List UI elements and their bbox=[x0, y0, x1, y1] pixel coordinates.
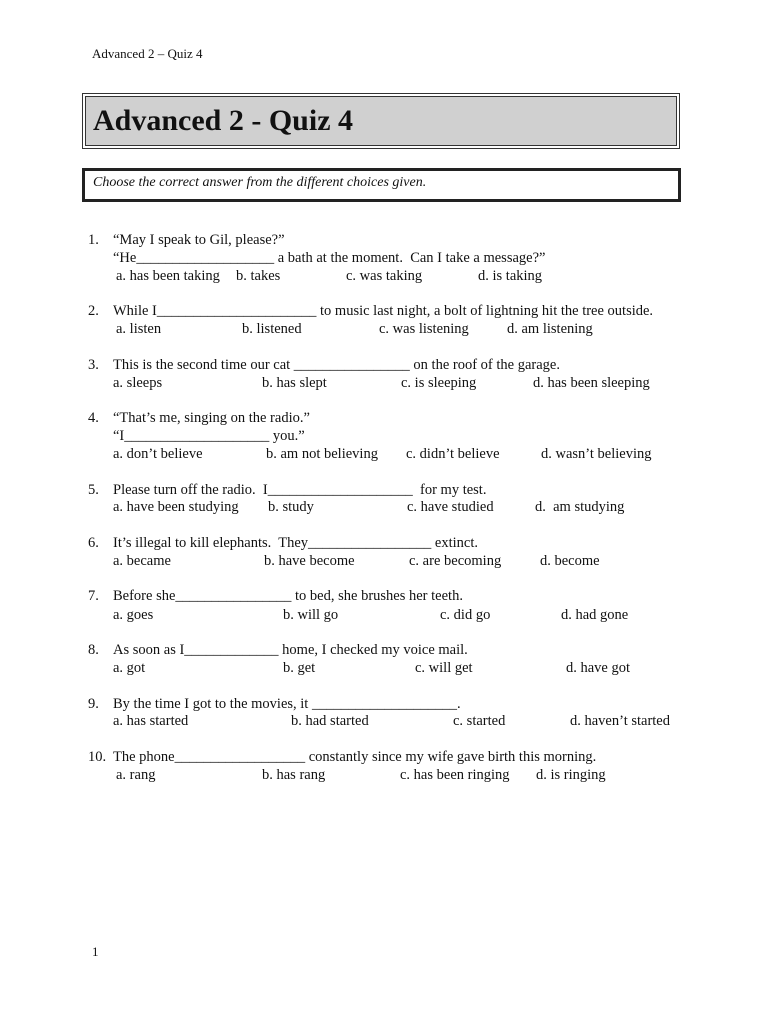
option-c[interactable]: c. are becoming bbox=[409, 553, 502, 569]
question-text: “I____________________ you.” bbox=[113, 428, 305, 444]
question-number: 10. bbox=[88, 749, 107, 765]
question-text: The phone__________________ constantly since my wife gave birth this morning. bbox=[113, 749, 597, 765]
option-a[interactable]: a. rang bbox=[116, 767, 156, 783]
question-number: 8. bbox=[88, 642, 99, 658]
question-text: Please turn off the radio. I____________________ for my test. bbox=[113, 482, 487, 498]
option-c[interactable]: c. has been ringing bbox=[400, 767, 510, 783]
option-a[interactable]: a. have been studying bbox=[113, 499, 239, 515]
option-d[interactable]: d. had gone bbox=[561, 607, 629, 623]
question-text: “He___________________ a bath at the moment. Can I take a message?” bbox=[113, 250, 546, 266]
page-title: Advanced 2 - Quiz 4 bbox=[93, 104, 354, 137]
option-d[interactable]: d. am studying bbox=[535, 499, 625, 515]
option-a[interactable]: a. has been taking bbox=[116, 268, 220, 284]
option-a[interactable]: a. has started bbox=[113, 713, 189, 729]
option-b[interactable]: b. am not believing bbox=[266, 446, 378, 462]
option-d[interactable]: d. become bbox=[540, 553, 600, 569]
instructions-box bbox=[82, 168, 681, 202]
option-b[interactable]: b. had started bbox=[291, 713, 369, 729]
option-b[interactable]: b. takes bbox=[236, 268, 281, 284]
question-text: Before she________________ to bed, she brushes her teeth. bbox=[113, 588, 463, 604]
question-number: 1. bbox=[88, 232, 99, 248]
question-text: As soon as I_____________ home, I checked my voice mail. bbox=[113, 642, 468, 658]
page-number: 1 bbox=[92, 944, 99, 959]
question-text: “May I speak to Gil, please?” bbox=[113, 232, 285, 248]
option-b[interactable]: b. will go bbox=[283, 607, 339, 623]
question-text: This is the second time our cat ________________ on the roof of the garage. bbox=[113, 357, 560, 373]
title-box bbox=[82, 93, 680, 149]
question-number: 7. bbox=[88, 588, 99, 604]
option-c[interactable]: c. have studied bbox=[407, 499, 494, 515]
option-d[interactable]: d. have got bbox=[566, 660, 631, 676]
question-number: 4. bbox=[88, 410, 99, 426]
option-c[interactable]: c. started bbox=[453, 713, 506, 729]
option-d[interactable]: d. has been sleeping bbox=[533, 375, 650, 391]
option-b[interactable]: b. has rang bbox=[262, 767, 326, 783]
question-number: 3. bbox=[88, 357, 99, 373]
question-text: “That’s me, singing on the radio.” bbox=[113, 410, 310, 426]
question-number: 9. bbox=[88, 696, 99, 712]
option-a[interactable]: a. became bbox=[113, 553, 171, 569]
option-c[interactable]: c. did go bbox=[440, 607, 491, 623]
option-b[interactable]: b. study bbox=[268, 499, 314, 515]
option-d[interactable]: d. is ringing bbox=[536, 767, 606, 783]
question-text: By the time I got to the movies, it ____________________. bbox=[113, 696, 461, 712]
option-a[interactable]: a. got bbox=[113, 660, 146, 676]
option-d[interactable]: d. is taking bbox=[478, 268, 543, 284]
option-a[interactable]: a. sleeps bbox=[113, 375, 163, 391]
option-b[interactable]: b. have become bbox=[264, 553, 355, 569]
option-c[interactable]: c. was taking bbox=[346, 268, 423, 284]
option-b[interactable]: b. get bbox=[283, 660, 316, 676]
question-number: 5. bbox=[88, 482, 99, 498]
option-c[interactable]: c. was listening bbox=[379, 321, 469, 337]
option-d[interactable]: d. am listening bbox=[507, 321, 593, 337]
option-b[interactable]: b. has slept bbox=[262, 375, 327, 391]
option-b[interactable]: b. listened bbox=[242, 321, 302, 337]
option-d[interactable]: d. wasn’t believing bbox=[541, 446, 652, 462]
option-a[interactable]: a. don’t believe bbox=[113, 446, 203, 462]
option-a[interactable]: a. goes bbox=[113, 607, 154, 623]
option-d[interactable]: d. haven’t started bbox=[570, 713, 670, 729]
option-c[interactable]: c. is sleeping bbox=[401, 375, 477, 391]
instructions-text: Choose the correct answer from the different choices given. bbox=[93, 175, 427, 190]
question-number: 2. bbox=[88, 303, 99, 319]
question-number: 6. bbox=[88, 535, 99, 551]
question-text: It’s illegal to kill elephants. They_________________ extinct. bbox=[113, 535, 478, 551]
question-text: While I______________________ to music last night, a bolt of lightning hit the tree outside. bbox=[113, 303, 654, 319]
option-c[interactable]: c. didn’t believe bbox=[406, 446, 500, 462]
option-c[interactable]: c. will get bbox=[415, 660, 473, 676]
running-header: Advanced 2 – Quiz 4 bbox=[92, 46, 203, 61]
option-a[interactable]: a. listen bbox=[116, 321, 162, 337]
